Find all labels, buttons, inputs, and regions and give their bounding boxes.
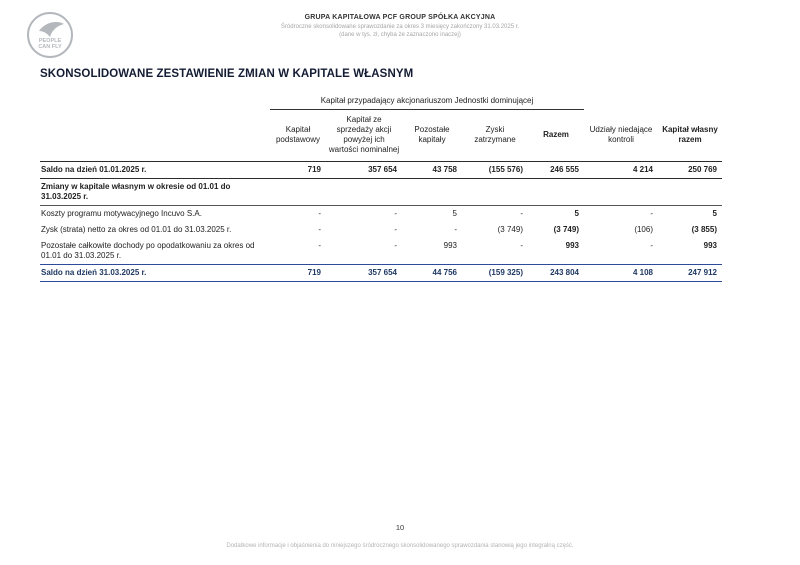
table-row	[40, 265, 722, 282]
people-can-fly-logo	[26, 11, 74, 59]
row-label: Saldo na dzień 01.01.2025 r.	[40, 162, 270, 179]
row-value: 357 654	[326, 265, 402, 282]
row-value	[528, 179, 584, 206]
group-header-spacer	[40, 94, 270, 110]
logo-text-line1: PEOPLE	[38, 38, 62, 44]
column-header: Pozostałe kapitały	[414, 125, 450, 144]
row-value: -	[520, 241, 523, 250]
company-name: GRUPA KAPITAŁOWA PCF GROUP SPÓŁKA AKCYJNA	[304, 14, 496, 21]
row-value: -	[454, 225, 457, 234]
equity-changes-table	[40, 94, 722, 282]
row-label: Zmiany w kapitale własnym w okresie od 01.01 do 31.03.2025 r.	[40, 179, 270, 206]
row-value	[270, 179, 326, 206]
table-row	[40, 162, 722, 179]
row-value: 993	[443, 241, 457, 250]
row-value: 247 912	[658, 265, 722, 282]
group-header-spacer	[584, 94, 722, 110]
row-value: -	[650, 241, 653, 250]
row-value: 5	[452, 209, 457, 218]
row-value: 43 758	[402, 162, 462, 179]
logo-emblem-icon	[26, 11, 74, 59]
row-value	[658, 179, 722, 206]
row-value: 5	[712, 209, 717, 218]
row-value: 993	[565, 241, 579, 250]
row-value: (3 749)	[553, 225, 579, 234]
document-header	[0, 0, 800, 50]
row-value: -	[318, 241, 321, 250]
row-value: 246 555	[528, 162, 584, 179]
table-row	[40, 238, 722, 265]
row-value: -	[394, 209, 397, 218]
row-label: Pozostałe całkowite dochody po opodatkowaniu za okres od 01.01 do 31.03.2025 r.	[41, 241, 255, 260]
row-value: 357 654	[326, 162, 402, 179]
column-header: Kapitał ze sprzedaży akcji powyżej ich wartości nominalnej	[328, 115, 400, 154]
row-label: Koszty programu motywacyjnego Incuvo S.A.	[41, 209, 202, 218]
table-body	[40, 162, 722, 282]
page-title: SKONSOLIDOWANE ZESTAWIENIE ZMIAN W KAPITALE WŁASNYM	[40, 68, 414, 80]
row-value: 44 756	[402, 265, 462, 282]
row-label: Saldo na dzień 31.03.2025 r.	[40, 265, 270, 282]
column-header: Kapitał podstawowy	[275, 125, 321, 144]
row-value	[462, 179, 528, 206]
table-row	[40, 206, 722, 223]
row-label: Zysk (strata) netto za okres od 01.01 do 31.03.2025 r.	[41, 225, 232, 234]
row-value: -	[394, 241, 397, 250]
row-value: 719	[270, 265, 326, 282]
data-units-note: (dane w tys. zł, chyba że zaznaczono inaczej)	[339, 32, 461, 38]
column-header-row	[40, 110, 722, 162]
column-header: Zyski zatrzymane	[474, 125, 516, 144]
table-row	[40, 179, 722, 206]
row-value	[584, 179, 658, 206]
row-value: (106)	[634, 225, 653, 234]
table-row	[40, 222, 722, 238]
row-value: 243 804	[528, 265, 584, 282]
row-value: -	[318, 225, 321, 234]
row-value: (3 749)	[497, 225, 523, 234]
row-value: -	[394, 225, 397, 234]
column-header-label	[40, 110, 270, 162]
row-value: -	[650, 209, 653, 218]
row-value: (155 576)	[462, 162, 528, 179]
row-value: 250 769	[658, 162, 722, 179]
row-value	[326, 179, 402, 206]
row-value: 719	[270, 162, 326, 179]
row-value	[402, 179, 462, 206]
row-value: 4 108	[584, 265, 658, 282]
row-value: (159 325)	[462, 265, 528, 282]
row-value: -	[520, 209, 523, 218]
logo-text-line2: CAN FLY	[38, 44, 62, 50]
column-header: Udziały niedające kontroli	[589, 124, 653, 144]
row-value: 993	[703, 241, 717, 250]
column-header: Razem	[543, 130, 569, 139]
row-value: 4 214	[584, 162, 658, 179]
page-number: 10	[395, 523, 405, 532]
report-subtitle: Śródroczne skonsolidowane sprawozdanie za okres 3 miesięcy zakończony 31.03.2025 r.	[280, 24, 520, 30]
column-header: Kapitał własny razem	[662, 124, 718, 144]
row-value: 5	[574, 209, 579, 218]
row-value: (3 855)	[691, 225, 717, 234]
row-value: -	[318, 209, 321, 218]
group-header: Kapitał przypadający akcjonariuszom Jednostki dominującej	[270, 94, 584, 110]
group-header-row	[40, 94, 722, 110]
footer-note: Dodatkowe informacje i objaśnienia do niniejszego śródrocznego skonsolidowanego sprawozdania stanowią jego integralną część.	[226, 543, 574, 549]
